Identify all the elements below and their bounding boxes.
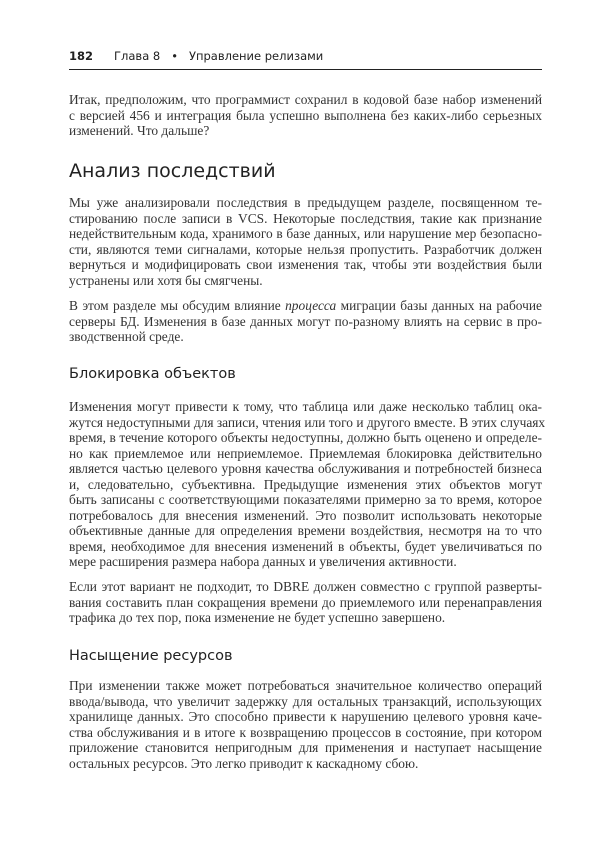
- section-heading: Анализ последствий: [69, 160, 276, 182]
- paragraph: [69, 195, 542, 288]
- text-line: трафика до тех пор, пока изменение не будет успешно завершено.: [69, 610, 446, 625]
- text-line: сти, являются теми сигналами, которые нельзя пропустить. Разработчик должен: [69, 241, 542, 257]
- chapter-number: Глава 8: [114, 49, 161, 63]
- paragraph: [69, 579, 542, 626]
- bullet-separator: •: [171, 49, 178, 63]
- text-line: [69, 298, 542, 314]
- italic-term: процесса: [285, 298, 337, 313]
- paragraph-lines: [69, 314, 542, 345]
- text-line: вания составить план сокращения времени до приемлемого или перенаправления: [69, 594, 542, 610]
- text-line: вернуться и модифицировать свои изменения так, чтобы эти воздействия были: [69, 257, 542, 272]
- text-line: Итак, предположим, что программист сохранил в кодовой базе набор изменений: [69, 92, 542, 107]
- text-line: и, следовательно, субъективна. Предыдущие изменения этих объектов могут: [69, 476, 542, 492]
- text-line: остальных ресурсов. Это легко приводит к каскадному сбою.: [69, 755, 419, 771]
- text-line: быть записаны с соответствующими показателями примерно за то время, которое: [69, 492, 542, 507]
- text-line: ства обслуживания и в итоге к возвращению процессов в состояние, при котором: [69, 724, 542, 740]
- text-line: При изменении также может потребоваться значительное количество операций: [69, 678, 542, 693]
- text-line: Если этот вариант не подходит, то DBRE должен совместно с группой разверты-: [69, 579, 542, 594]
- text-line: недействительным кода, хранимого в базе данных, или нарушение мер безопасно-: [69, 226, 542, 241]
- text-line: время, в течение которого объекты недоступны, должно быть оценено и определе-: [69, 430, 542, 445]
- text-line: является частью целевого уровня качества обслуживания и потребностей бизнеса: [69, 461, 542, 476]
- text-line: с версией 456 и интеграция была успешно выполнена без каких-либо серьезных: [69, 107, 542, 123]
- text-line: мере расширения размера набора данных и увеличения активности.: [69, 554, 457, 569]
- paragraph: [69, 399, 546, 570]
- page-number: 182: [69, 49, 94, 63]
- text-line: но как приемлемое или неприемлемое. Приемлемая блокировка действительно: [69, 445, 542, 461]
- text-line: зводственной среде.: [69, 329, 184, 344]
- text-line: стированию после записи в VCS. Некоторые последствия, такие как признание: [69, 210, 542, 226]
- text-line: ввода/вывода, что увеличит задержку для остальных транзакций, использующих: [69, 693, 542, 709]
- intro-paragraph: [69, 92, 542, 139]
- chapter-title: Управление релизами: [188, 49, 324, 63]
- subsection-heading: Насыщение ресурсов: [69, 648, 233, 664]
- paragraph: [69, 678, 542, 771]
- text-line: приложение становится непригодным для применения и наступает насыщение: [69, 740, 542, 755]
- text-line: устранены или хотя бы смягчены.: [69, 272, 263, 288]
- text-line: потребовалось для внесения изменений. Это позволит использовать некоторые: [69, 507, 542, 523]
- text-line: объективные данные для определения времени воздействия, несмотря на то что: [69, 523, 542, 538]
- text-span: В этом разделе мы обсудим влияние: [69, 298, 286, 313]
- text-line: Изменения могут привести к тому, что таблица или даже несколько таблиц ока-: [69, 399, 542, 414]
- running-header: [69, 49, 542, 70]
- text-line: серверы БД. Изменения в базе данных могут по-разному влиять на сервис в про-: [69, 313, 542, 329]
- text-line: жутся недоступными для записи, чтения или того и другого вместе. В этих случаях: [69, 414, 546, 430]
- text-span: миграции базы данных на рабочие: [336, 298, 542, 313]
- text-line: хранилище данных. Это способно привести к нарушению целевого уровня каче-: [69, 709, 542, 724]
- chapter-label: [114, 49, 323, 63]
- text-line: Мы уже анализировали последствия в предыдущем разделе, посвященном те-: [69, 195, 542, 210]
- text-line: изменений. Что дальше?: [69, 123, 210, 138]
- text-line: время, необходимое для внесения изменений в объекты, будет увеличиваться по: [69, 538, 542, 554]
- paragraph: [69, 298, 542, 345]
- subsection-heading: Блокировка объектов: [69, 366, 236, 382]
